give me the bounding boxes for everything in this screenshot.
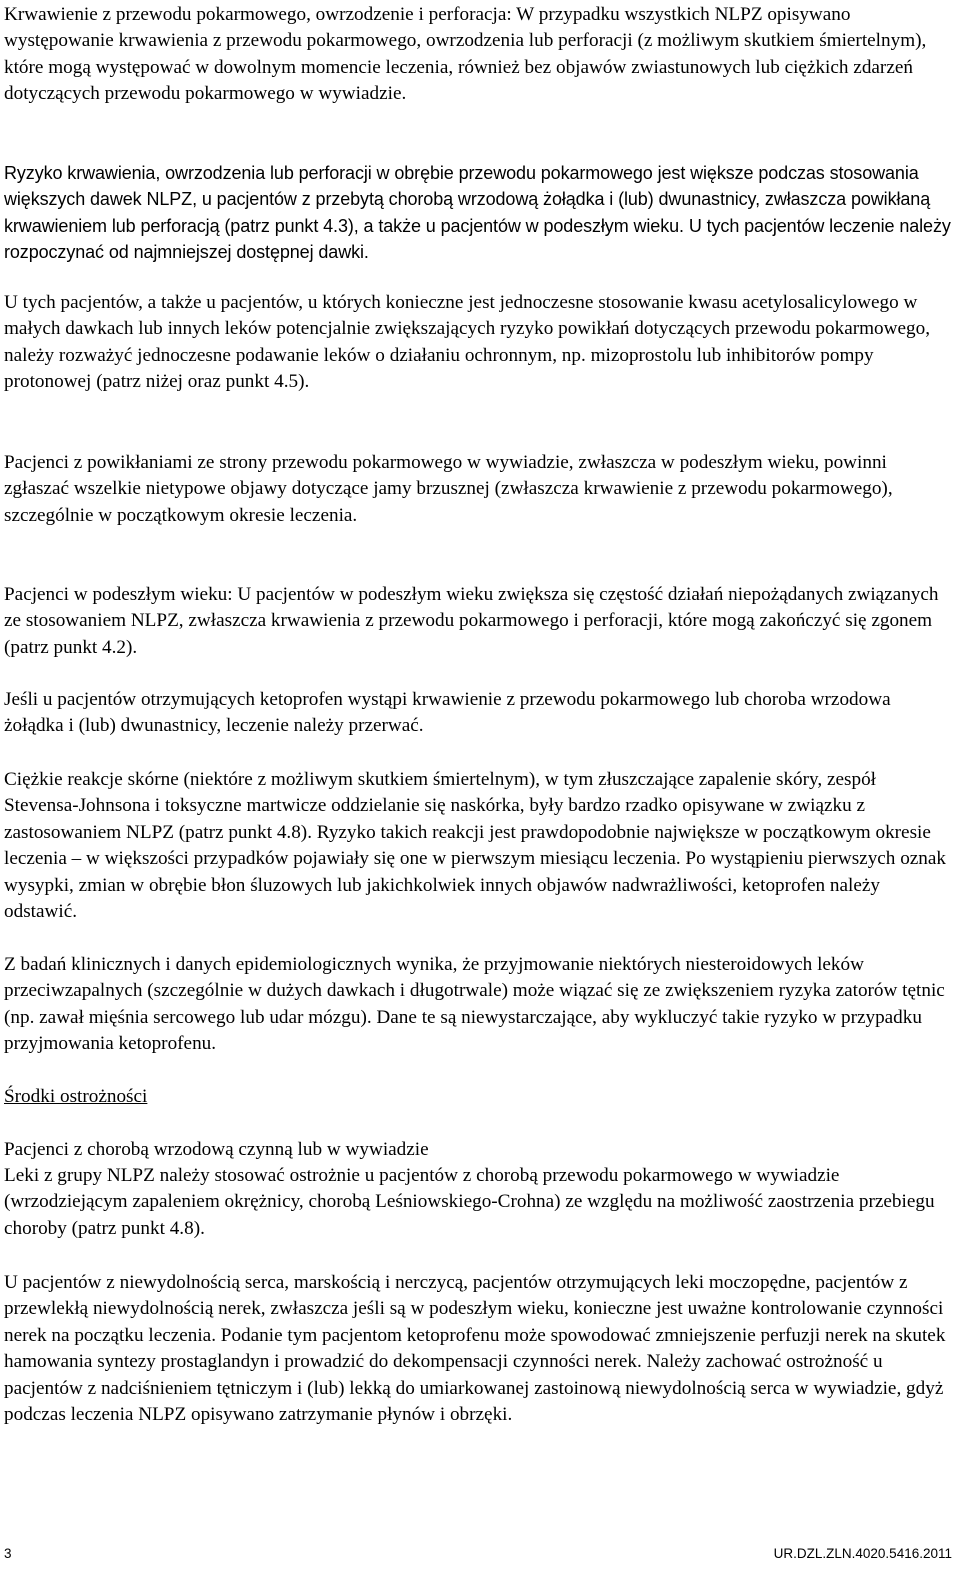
paragraph-gi-disease-caution: Leki z grupy NLPZ należy stosować ostrożnie u pacjentów z chorobą przewodu pokarmowego w wywiadzie (wrzodziejącym zapaleniem okrężnicy, chorobą Leśniowskiego-Crohna) ze względu na możliwość zaostrzenia przebiegu choroby (patrz punkt 4.8). <box>4 1165 935 1239</box>
paragraph-discontinue-treatment: Jeśli u pacjentów otrzymujących ketoprofen wystąpi krwawienie z przewodu pokarmowego lub choroba wrzodowa żołądka i (lub) dwunastnicy, leczenie należy przerwać. <box>4 689 891 737</box>
paragraph-risk-factors: Ryzyko krwawienia, owrzodzenia lub perforacji w obrębie przewodu pokarmowego jest większe podczas stosowania większych dawek NLPZ, u pacjentów z przebytą chorobą wrzodową żołądka i (lub) dwunastnicy, zwłaszcza powikłaną krwawieniem lub perforacją (patrz punkt 4.3), a także u pacjentów w podeszłym wieku. U tych pacjentów leczenie należy rozpoczynać od najmniejszej dostępnej dawki. <box>4 163 951 263</box>
paragraph-renal-cardiac-caution: U pacjentów z niewydolnością serca, marskością i nerczycą, pacjentów otrzymujących leki moczopędne, pacjentów z przewlekłą niewydolnością nerek, zwłaszcza jeśli są w podeszłym wieku, konieczne jest uważne kontrolowanie czynności nerek na początku leczenia. Podanie tym pacjentom ketoprofenu może spowodować zmniejszenie perfuzji nerek na skutek hamowania syntezy prostaglandyn i prowadzić do dekompensacji czynności nerek. Należy zachować ostrożność u pacjentów z nadciśnieniem tętniczym i (lub) lekką do umiarkowanej zastoinową niewydolnością serca w wywiadzie, gdyż podczas leczenia NLPZ opisywano zatrzymanie płynów i obrzęki. <box>4 1272 946 1426</box>
subheading-ulcer-disease: Pacjenci z chorobą wrzodową czynną lub w wywiadzie <box>4 1139 429 1160</box>
paragraph-protective-therapy: U tych pacjentów, a także u pacjentów, u których konieczne jest jednoczesne stosowanie kwasu acetylosalicylowego w małych dawkach lub innych leków potencjalnie zwiększających ryzyko powikłań dotyczących przewodu pokarmowego, należy rozważyć jednoczesne podawanie leków o działaniu ochronnym, np. mizoprostolu lub inhibitorów pompy protonowej (patrz niżej oraz punkt 4.5). <box>4 292 930 393</box>
document-reference: UR.DZL.ZLN.4020.5416.2011 <box>773 1546 952 1561</box>
paragraph-skin-reactions: Ciężkie reakcje skórne (niektóre z możliwym skutkiem śmiertelnym), w tym złuszczające zapalenie skóry, zespół Stevensa-Johnsona i toksyczne martwicze oddzielanie się naskórka, były bardzo rzadko opisywane w związku z zastosowaniem NLPZ (patrz punkt 4.8). Ryzyko takich reakcji jest prawdopodobnie największe w początkowym okresie leczenia – w większości przypadków pojawiały się one w pierwszym miesiącu leczenia. Po wystąpieniu pierwszych oznak wysypki, zmian w obrębie błon śluzowych lub jakichkolwiek innych objawów nadwrażliwości, ketoprofen należy odstawić. <box>4 769 947 923</box>
paragraph-gi-bleeding: Krwawienie z przewodu pokarmowego, owrzodzenie i perforacja: W przypadku wszystkich NLPZ opisywano występowanie krwawienia z przewodu pokarmowego, owrzodzenia lub perforacji (z możliwym skutkiem śmiertelnym), które mogą występować w dowolnym momencie leczenia, również bez objawów zwiastunowych lub ciężkich zdarzeń dotyczących przewodu pokarmowego w wywiadzie. <box>4 4 927 105</box>
section-heading-precautions: Środki ostrożności <box>4 1086 148 1107</box>
page-number: 3 <box>4 1546 12 1561</box>
paragraph-thrombotic-risk: Z badań klinicznych i danych epidemiologicznych wynika, że przyjmowanie niektórych niesteroidowych leków przeciwzapalnych (szczególnie w dużych dawkach i długotrwale) może wiązać się ze zwiększeniem ryzyka zatorów tętnic (np. zawał mięśnia sercowego lub udar mózgu). Dane te są niewystarczające, aby wykluczyć takie ryzyko w przypadku przyjmowania ketoprofenu. <box>4 954 945 1055</box>
paragraph-elderly-patients: Pacjenci w podeszłym wieku: U pacjentów w podeszłym wieku zwiększa się częstość działań niepożądanych związanych ze stosowaniem NLPZ, zwłaszcza krwawienia z przewodu pokarmowego i perforacji, które mogą zakończyć się zgonem (patrz punkt 4.2). <box>4 584 939 658</box>
paragraph-gi-history-patients: Pacjenci z powikłaniami ze strony przewodu pokarmowego w wywiadzie, zwłaszcza w podeszłym wieku, powinni zgłaszać wszelkie nietypowe objawy dotyczące jamy brzusznej (zwłaszcza krwawienie z przewodu pokarmowego), szczególnie w początkowym okresie leczenia. <box>4 452 893 526</box>
